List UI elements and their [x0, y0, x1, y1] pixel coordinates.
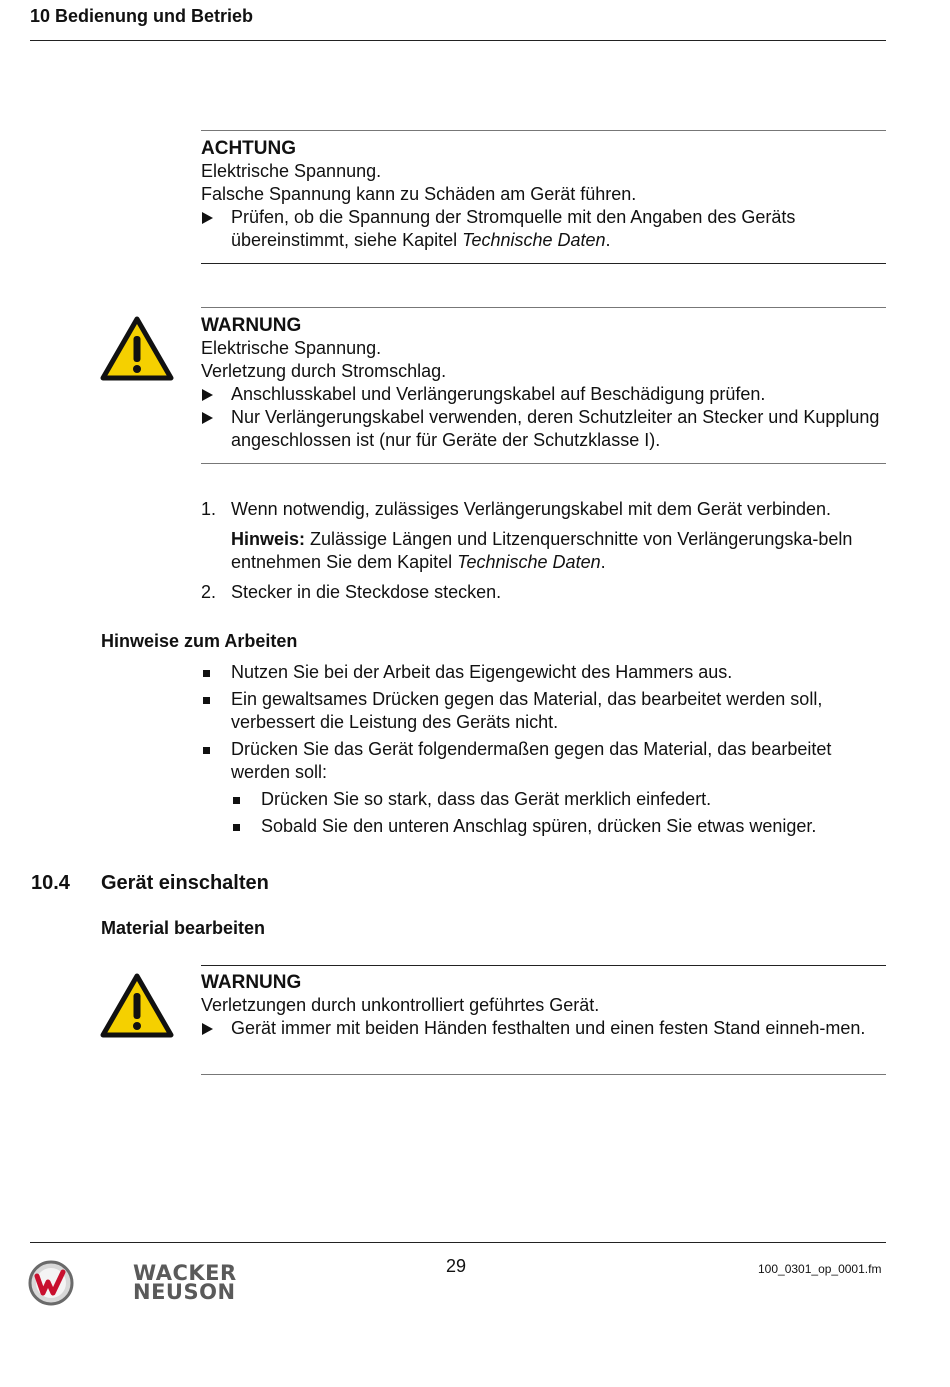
step-number: 2.	[201, 582, 217, 602]
section-subheading: Material bearbeiten	[101, 918, 266, 938]
step-2	[201, 581, 891, 604]
wacker-neuson-logo-icon	[28, 1260, 74, 1306]
list-item	[201, 688, 891, 734]
warning1-line: Verletzung durch Stromschlag.	[201, 361, 447, 381]
caution-action-end: .	[605, 230, 611, 250]
warning-triangle-icon	[100, 973, 174, 1039]
step-1	[201, 498, 891, 521]
list-square-icon	[203, 670, 210, 677]
list-item	[201, 738, 891, 784]
file-reference: 100_0301_op_0001.fm	[758, 1262, 882, 1276]
warning1-top-rule	[201, 307, 886, 308]
warning1-action	[201, 406, 886, 452]
working-hints-heading: Hinweise zum Arbeiten	[101, 631, 298, 651]
caution-action-text: Prüfen, ob die Spannung der Stromquelle mit den Angaben des Geräts übereinstimmt, siehe Kapitel	[231, 207, 796, 250]
step-text: Stecker in die Steckdose stecken.	[231, 582, 502, 602]
warning2-signal-word: WARNUNG	[201, 972, 302, 993]
hint-end: .	[600, 552, 606, 572]
hint-label: Hinweis:	[231, 529, 306, 549]
caution-bottom-rule	[201, 263, 886, 264]
caution-line: Falsche Spannung kann zu Schäden am Gerät führen.	[201, 184, 637, 204]
warning1-action-text: Nur Verlängerungskabel verwenden, deren Schutzleiter an Stecker und Kupplung angeschlossen ist (nur für Geräte der Schutzklasse I).	[231, 407, 880, 450]
action-arrow-icon	[202, 1023, 213, 1035]
logo-text-line1: WACKER	[133, 1261, 237, 1285]
list-square-icon	[233, 824, 240, 831]
caution-notice	[201, 137, 886, 252]
caution-action	[201, 206, 886, 252]
sub-list-item-text: Drücken Sie so stark, dass das Gerät merklich einfedert.	[261, 789, 712, 809]
action-arrow-icon	[202, 389, 213, 401]
warning1-action	[201, 383, 886, 406]
warning1-bottom-rule	[201, 463, 886, 464]
caution-signal-word: ACHTUNG	[201, 138, 296, 159]
caution-action-ref: Technische Daten	[462, 230, 606, 250]
logo-text-line2: NEUSON	[133, 1280, 236, 1304]
warning2-action-text: Gerät immer mit beiden Händen festhalten und einen festen Stand einneh-men.	[231, 1018, 866, 1038]
warning1-notice	[201, 314, 886, 452]
warning1-line: Elektrische Spannung.	[201, 338, 382, 358]
list-item-text: Drücken Sie das Gerät folgendermaßen gegen das Material, das bearbeitet werden soll:	[231, 739, 832, 782]
step-hint	[201, 528, 891, 574]
sub-list-item	[201, 788, 891, 811]
page-number: 29	[446, 1256, 467, 1276]
list-item-text: Ein gewaltsames Drücken gegen das Material, das bearbeitet werden soll, verbessert die Leistung des Geräts nicht.	[231, 689, 823, 732]
sub-list-item	[201, 815, 891, 838]
warning1-signal-word: WARNUNG	[201, 315, 302, 336]
page-header-title: 10 Bedienung und Betrieb	[30, 6, 254, 26]
warning2-action	[201, 1017, 886, 1040]
list-square-icon	[203, 747, 210, 754]
footer-rule	[30, 1242, 886, 1243]
warning2-notice	[201, 971, 886, 1040]
list-square-icon	[233, 797, 240, 804]
section-title: Gerät einschalten	[101, 872, 269, 894]
working-hints-list	[201, 661, 891, 842]
hint-text: Zulässige Längen und Litzenquerschnitte von Verlängerungska-beln entnehmen Sie dem Kapitel	[231, 529, 853, 572]
list-item	[201, 661, 891, 684]
procedure-steps	[201, 498, 891, 604]
warning2-line: Verletzungen durch unkontrolliert geführtes Gerät.	[201, 995, 600, 1015]
sub-list-item-text: Sobald Sie den unteren Anschlag spüren, drücken Sie etwas weniger.	[261, 816, 817, 836]
warning2-top-rule	[201, 965, 886, 966]
action-arrow-icon	[202, 412, 213, 424]
header-rule	[30, 40, 886, 41]
caution-top-rule	[201, 130, 886, 131]
caution-line: Elektrische Spannung.	[201, 161, 382, 181]
warning1-action-text: Anschlusskabel und Verlängerungskabel auf Beschädigung prüfen.	[231, 384, 766, 404]
step-text: Wenn notwendig, zulässiges Verlängerungskabel mit dem Gerät verbinden.	[231, 499, 832, 519]
hint-ref: Technische Daten	[457, 552, 601, 572]
step-number: 1.	[201, 499, 217, 519]
wacker-neuson-logo	[28, 1260, 237, 1306]
warning2-bottom-rule	[201, 1074, 886, 1075]
list-square-icon	[203, 697, 210, 704]
action-arrow-icon	[202, 212, 213, 224]
warning-triangle-icon	[100, 316, 174, 382]
section-number: 10.4	[31, 872, 70, 894]
list-item-text: Nutzen Sie bei der Arbeit das Eigengewicht des Hammers aus.	[231, 662, 733, 682]
